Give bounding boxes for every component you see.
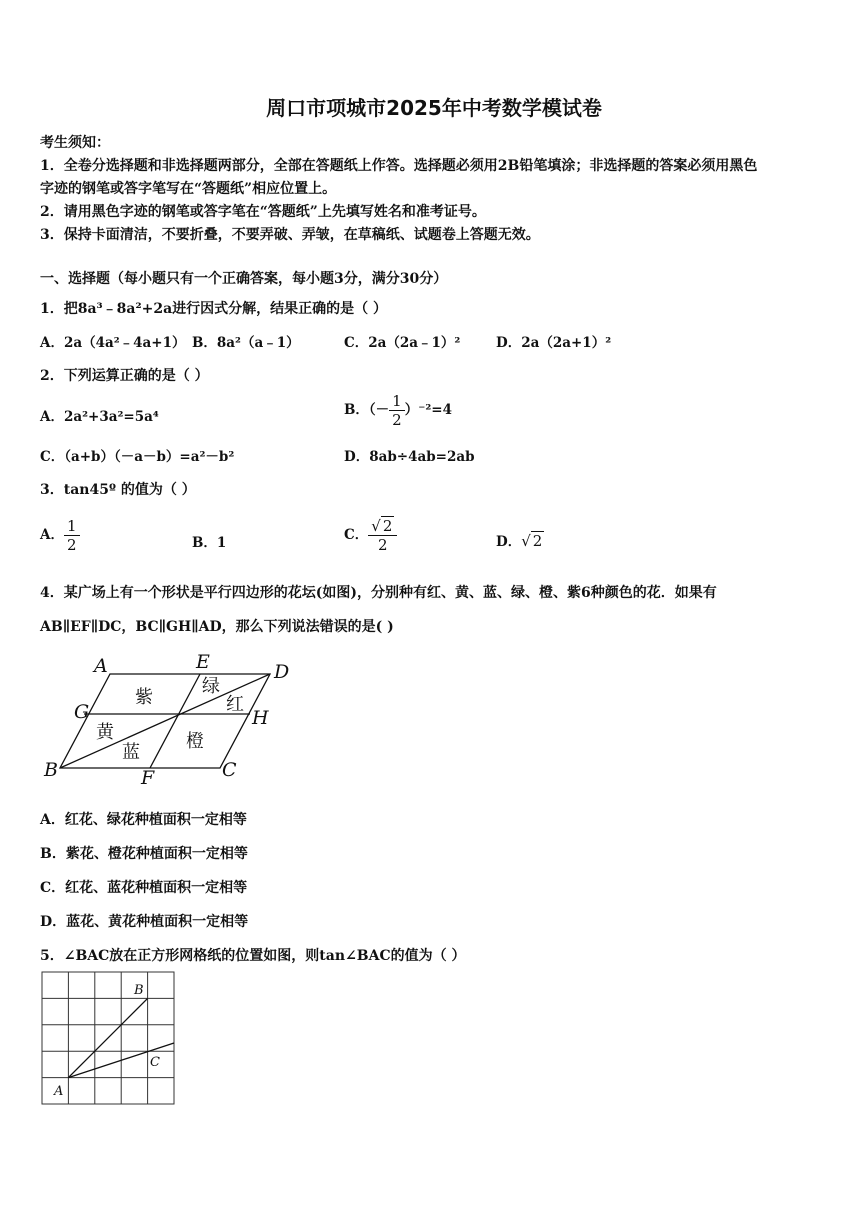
q4-option-c: C．红花、蓝花种植面积一定相等	[40, 880, 248, 896]
q4-stem-line2: AB∥EF∥DC，BC∥GH∥AD，那么下列说法错误的是( )	[40, 619, 394, 635]
label-c: C	[222, 759, 237, 781]
q1-option-b: B．8a²（a﹣1）	[192, 335, 300, 351]
q2-option-d: D．8ab÷4ab=2ab	[344, 449, 475, 465]
notice-item-3: 3．保持卡面清洁，不要折叠，不要弄破、弄皱，在草稿纸、试题卷上答题无效。	[40, 227, 540, 243]
q2-option-b-prefix: B．（－	[344, 402, 390, 418]
ray-ab	[68, 998, 147, 1077]
label-b: B	[44, 759, 58, 781]
q2-option-a: A．2a²+3a²=5a⁴	[40, 409, 159, 425]
diagonal-bd	[60, 674, 270, 768]
notice-item-1a: 1．全卷分选择题和非选择题两部分，全部在答题纸上作答。选择题必须用2B铅笔填涂；非选择题的答案必须用黑色	[40, 158, 758, 174]
parallelogram-figure	[40, 648, 300, 793]
section-heading: 一、选择题（每小题只有一个正确答案，每小题3分，满分30分）	[40, 271, 448, 287]
notice-heading: 考生须知：	[40, 135, 110, 151]
q4-option-d: D．蓝花、黄花种植面积一定相等	[40, 914, 249, 930]
q2-stem: 2．下列运算正确的是（ ）	[40, 368, 209, 384]
region-cheng: 橙	[186, 731, 204, 752]
q3-option-d-label: D．	[496, 534, 522, 550]
q1-stem: 1．把8a³﹣8a²+2a进行因式分解，结果正确的是（ ）	[40, 301, 388, 317]
q3-option-c-label: C．	[344, 527, 369, 543]
page-title: 周口市项城市2025年中考数学模试卷	[266, 96, 602, 120]
region-hong: 红	[226, 694, 244, 715]
region-zi: 紫	[135, 687, 153, 708]
q3-option-d	[496, 530, 544, 550]
region-huang: 黄	[96, 722, 114, 743]
q3-option-b: B．1	[192, 535, 227, 551]
q3-d-radicand: 2	[532, 532, 543, 550]
q3-a-denominator: 2	[66, 536, 77, 554]
q2-option-c: C．（a+b）（－a－b）=a²－b²	[40, 449, 235, 465]
region-lan: 蓝	[122, 742, 140, 763]
q3-c-denominator: 2	[378, 536, 388, 554]
grid-label-c: C	[150, 1055, 160, 1070]
grid-label-a: A	[54, 1084, 64, 1099]
label-d: D	[274, 661, 290, 683]
q3-option-a-label: A．	[40, 527, 64, 543]
region-lv: 绿	[202, 676, 220, 697]
q4-option-a: A．红花、绿花种植面积一定相等	[40, 812, 247, 828]
label-g: G	[74, 701, 90, 723]
grid-figure	[40, 970, 180, 1110]
q3-option-a	[40, 517, 80, 554]
q4-stem-line1: 4．某广场上有一个形状是平行四边形的花坛(如图)，分别种有红、黄、蓝、绿、橙、紫6种颜色的花．如果有	[40, 585, 717, 601]
q3-c-radicand: 2	[382, 517, 393, 535]
q4-option-b: B．紫花、橙花种植面积一定相等	[40, 846, 248, 862]
notice-item-2: 2．请用黑色字迹的钢笔或答字笔在“答题纸”上先填写姓名和准考证号。	[40, 204, 486, 220]
q2-b-numerator: 1	[389, 392, 405, 411]
q1-option-c: C．2a（2a﹣1）²	[344, 335, 461, 351]
q2-option-b-suffix: ）⁻²=4	[404, 402, 452, 418]
sqrt-icon: √ 2	[521, 532, 543, 550]
q2-option-b	[344, 392, 452, 429]
q2-option-b-fraction	[389, 392, 405, 429]
q1-option-a: A．2a（4a²﹣4a+1）	[40, 335, 186, 351]
grid-label-b: B	[134, 983, 144, 998]
q5-stem: 5．∠BAC放在正方形网格纸的位置如图，则tan∠BAC的值为（ ）	[40, 948, 466, 964]
q1-option-d: D．2a（2a+1）²	[496, 335, 612, 351]
line-ef	[150, 674, 200, 768]
q3-stem: 3．tan45º 的值为（ ）	[40, 482, 196, 498]
q3-option-a-fraction	[64, 517, 80, 554]
q3-a-numerator: 1	[64, 517, 80, 536]
q3-option-c	[344, 517, 397, 554]
label-e: E	[196, 651, 210, 673]
q3-c-numerator	[368, 517, 397, 536]
q2-b-denominator: 2	[392, 411, 402, 429]
label-h: H	[252, 707, 269, 729]
sqrt-icon: √ 2	[371, 517, 393, 535]
label-f: F	[141, 767, 155, 789]
notice-item-1b: 字迹的钢笔或答字笔写在“答题纸”相应位置上。	[40, 181, 337, 197]
label-a: A	[94, 655, 108, 677]
q3-option-c-fraction	[368, 517, 397, 554]
